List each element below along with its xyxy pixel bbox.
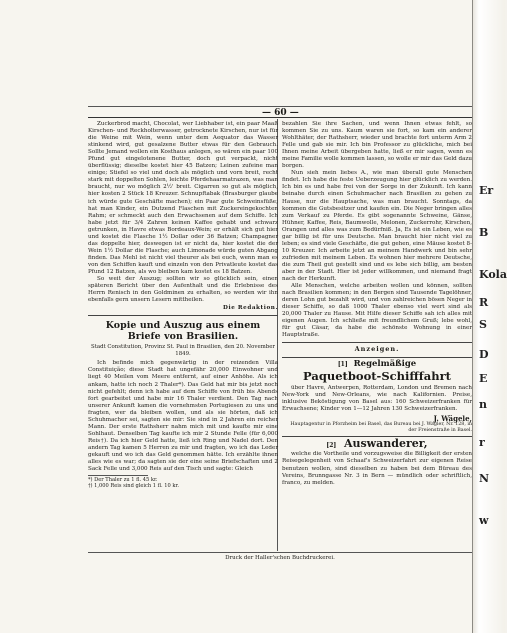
letter-continuation: Nun sieh mein liebes A., wie man überall gute Menschen findet. Ich habe die feste Ueberzeugung hier glücklich zu werden. Ich bin es und habe frei von der Sorge in der Zukunft. Ich kann beinahe durch einen Schuhmacher nach Brasilien zu gehen zu Hause, nur die Hauptsache, was man braucht. Sonntags, da kommen die Gutsbesitzer und kaufen ein. Die Neger bringen alles zum Verkauf zu Pferde. Es gibt sogenannte Schweine, Gänse, Hühner, Kaffee, Reis, Baumwolle, Melonen, Zuckerrohr, Kirschen, Orangen und alles was zum Bedürfniß. Ja, Es ist ein Leben, wie es gar billig ist für uns Deutsche. Man braucht hier nicht viel zu leben; es sind viele Geschäfte, die gut gehen, eine Mäuse kostet 8-10 Kreuzer. Ich arbeite jetzt an meinem Handwerk und bin sehr zufrieden mit meinem Leben. Es wohnen hier mehrere Deutsche, die zum Theil gut gestellt sind und es lebe sich billig, am besten aber in der Stadt. Hier ist jeder willkommen, und niemand fragt nach der Herkunft. (282, 170, 472, 283)
next-page-fragment: N (479, 472, 490, 485)
footnote: *) Der Thaler zu 1 fl. 45 kr. (88, 477, 158, 484)
footnote: †) 1,000 Reis sind gleich 1 fl. 10 kr. (88, 483, 179, 490)
header-rule (88, 117, 472, 118)
next-page-edge (472, 0, 505, 633)
editor-signature: Die Redaktion. (223, 305, 278, 312)
letter-place-date: Stadt Constitution, Provinz St. Paul in Brasilien, den 20. November 1849. (91, 344, 275, 358)
next-page-fragment: r (479, 436, 485, 449)
section-rule (282, 357, 472, 358)
agent-name: J. Wägele, (433, 413, 472, 423)
page-number: — 60 — (262, 108, 299, 118)
next-page-fragment: Er (479, 184, 494, 197)
letter-continuation: bezahlen Sie ihre Sachen, und wenn Ihnen etwas fehlt, so kommen Sie zu uns. Kaum waren sie fort, so kam ein anderer Wohlthäter, der Rathsherr, wieder und brachte fort unterm Arm 2 Felle und gab sie mir. Ich bin Professor zu glückliche, mich bei Ihnen meine Arbeit übergeben hatte, ließ er mir sagen, wenn es meine Familie wolle kommen lassen, so wolle er mir das Geld dazu borgen. (282, 121, 473, 170)
ad-text: welche die Vortheile und vorzugsweise die Billigkeit der ersten Reisegelegenheit von Schaaf's Schweizerfahrt zur eigenen Reise benutzen wollen, sind dieselben zu haben bei dem Büreau des Vereins, Brunngasse Nr. 3 in Bern — mündlich oder schriftlich, franco, zu melden. (282, 451, 472, 486)
left-column (88, 121, 278, 490)
letter-continuation: Alle Menschen, welche arbeiten wollen und können, sollten nach Brasilien kommen; in den Bergen sind Tausende Tagelöhner, deren Lohn gut bezahlt wird, und von zahlreichen bösen Neger in dieser Schiffe, so daß 1000 Thaler ebenso viel wert sind als 20,000 Thaler zu Hause. Mit Hilfe dieser Schiffe sah ich alles mit eigenen Augen. Ich schließe mit freundlichem Gruß; lebe wohl, für gut Cäsar, da habe die schönste Wohnung in einer Hauptstraße. (282, 283, 472, 339)
next-page-fragment: R (479, 296, 489, 309)
printer-footer: Druck der Haller'schen Buchdruckerei. (88, 552, 472, 561)
ad-text: über Havre, Antwerpen, Rotterdam, London und Bremen nach New-York und New-Orleans, wie nach Kalifornien. Preise, inklusive Beköstigung von Basel aus: 160 Schweizerfranken für Erwachsene; Kinder von 1—12 Jahren 130 Schweizerfranken. (282, 384, 472, 412)
letter-paragraph: Ich befinde mich gegenwärtig in der reizenden Villa Constituição; diese Stadt hat ungefähr 20,000 Einwohner und liegt 40 Meilen vom Meere entfernt, auf einer Anhöhe. Als ich ankam, hatte ich noch 2 Thaler*). Das Geld hat mir bis jetzt noch nicht gefehlt; denn ich habe auf dem Schiffe von früh bis Abends fort gearbeitet und habe mir 16 Thaler verdient. Den Tag nach unserer Ankunft kamen die vornehmsten Portugiesen zu uns und fragten, wer da bleiben wollen, und als sie hörten, daß ich Schuhmacher sei, sagten sie mir: Sie sind in 2 Jahren ein reicher Mann. Der erste Rathsherr nahm mich mit und kaufte mir eine Sohlhaut. Denselben Tag kaufte ich mir 2 Stunde Felle (für 6,000 Reis†). Da ich hier Geld hatte, ließ ich Ring und Nadel dort. Den andern Tag kamen 5 Herren zu mir und fragten, wo ich das Leder gekauft und wo ich das Geld genommen hätte. Ich erzählte ihnen alles wie es war; da sagten sie der eine seine Briefschaften und 2 Sack Felle und 3,000 Reis auf den Tisch und sagte: Gleich (88, 360, 278, 473)
footnote-rule (88, 475, 148, 476)
ad-emigrants (282, 437, 472, 486)
ad-subtitle: Paquetboot-Schifffahrt (303, 368, 451, 383)
section-rule (88, 315, 278, 316)
next-page-fragment: E (479, 372, 488, 385)
ad-title: Regelmäßige (353, 358, 417, 369)
article-paragraph: So weit der Auszug; sollten wir so glücklich sein, einen späteren Bericht über den Aufenthalt und die Erlebnisse des Herrn Renisch in den Goldminen zu erhalten, so werden wir ihn ebenfalls gern unsern Lesern mittheilen. (88, 276, 278, 304)
next-page-fragment: D (479, 348, 489, 361)
next-page-fragment: S (479, 318, 487, 331)
letter-heading: Kopie und Auszug aus einem Briefe von Brasilien. (105, 320, 261, 343)
ad-shipping (282, 358, 472, 434)
ad-title: Auswanderer, (343, 437, 428, 451)
ad-number: [1] (337, 360, 348, 368)
next-page-fragment: B (479, 226, 489, 239)
ads-heading: Anzeigen. (354, 345, 400, 354)
right-column (282, 121, 472, 487)
section-rule (282, 342, 472, 343)
next-page-fragment: n (479, 398, 487, 411)
page-top-rule (88, 106, 472, 107)
ad-number: [2] (326, 442, 337, 450)
agent-address: Hauptagentur in Pforzheim bei Basel, das Bureau bei J. Wagler, Nr. 128, in der Freienstraße in Basel. (290, 421, 472, 433)
article-paragraph: Zuckerbrod macht, Chocolat, wer Liebhaber ist, ein paar Maaß Kirschen- und Reckholterwasser, getrocknete Kirschen, nur ist für die Weine mit Wein, wenn unter dem Aequator das Wasser stinkend wird, gut gesalzene Butter etwas für den Gebrauch. Sollte Jemand wollen ein Kosthaus anlegen, so wären ein paar 100 Pfund gut eingelotenene Butter, doch gut verpackt, nicht überflüssig; dieselbe kostet hier 45 Batzen; Leinen zufeine man einige; Stiefel so viel und doch als möglich und vorn breit, recht stark mit doppelten Sohlen, leichte Pferdehaarmatrazen, was man braucht, nur wo möglich 2½' breit. Cigarren so gut als möglich, hier kosten 2 Stück 18 Kreuzer. Schnupftabak (Brasburger glaube ich würde gute Geschäfte machen); ein Paar gute Schweinsfüße; hat man Kinder, ein Dutzend Flaschen mit Zuckereingekochten Rahm; er schmeckt auch den Erwachsenen auf dem Schiffe. Ich habe jetzt für 3/4 Zahren keinen Kaffee gehabt und schwarz getrunken, in Havre etwas Bordeaux-Wein; er erhält sich gut hier und kostet die Flasche 1½ Dollar oder 36 Batzen; Champagner das doppelte hier, deswegen ist er nicht da, hier kostet die der Wein 1½ Dollar die Flasche; auch Limonade würde guten Abgang finden. Das Mehl ist nicht viel theurer als bei euch, wenn man es von den Schiffen kauft und einzeln von den Privatleute kostet das Pfund 12 Batzen, als wo bleiben kam kostet es 18 Batzen. (88, 121, 278, 275)
next-page-fragment: w (479, 514, 489, 527)
next-page-fragment: Kola (479, 268, 507, 281)
